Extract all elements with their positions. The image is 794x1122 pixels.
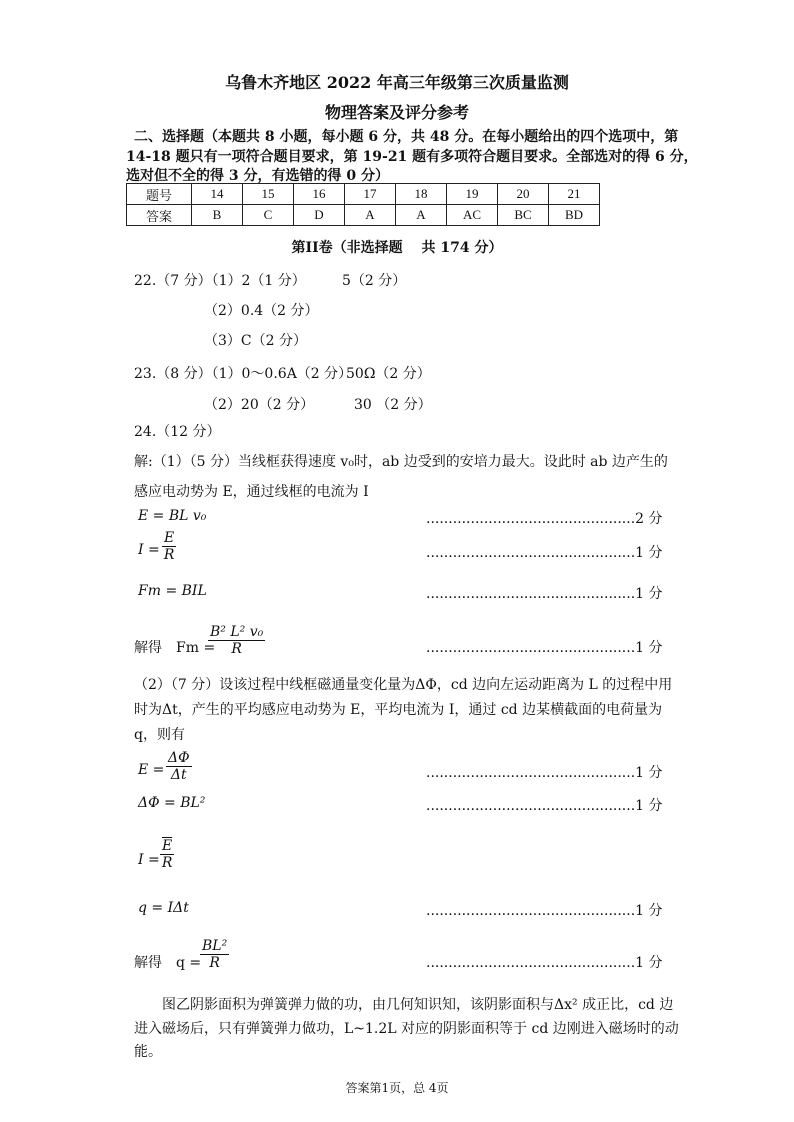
- page-title: 乌鲁木齐地区 2022 年高三年级第三次质量监测: [225, 73, 569, 92]
- part2-title: 第II卷（非选择题 共 174 分）: [291, 240, 503, 256]
- fraction-numerator: ΔΦ: [168, 750, 190, 766]
- q24-para2: 感应电动势为 E，通过线框的电流为 I: [134, 484, 369, 500]
- fraction-avg-emf: [166, 750, 192, 783]
- q24-para7: 进入磁场后，只有弹簧弹力做功，L~1.2L 对应的阴影面积等于 cd 边刚进入磁场时的动: [134, 1021, 679, 1037]
- page-footer: 答案第1页，总 4页: [345, 1081, 449, 1095]
- equation-charge-result-lhs: 解得 q =: [134, 955, 202, 971]
- fraction-charge: [200, 938, 229, 971]
- q22-line1: 22.（7 分）（1）2（1 分）: [134, 273, 306, 289]
- equation-current-lhs: I =: [138, 542, 160, 558]
- score-dots: ...............................................1 分: [426, 586, 663, 602]
- fraction-numerator: BL²: [202, 938, 228, 954]
- page-subtitle: 物理答案及评分参考: [324, 103, 469, 122]
- q23-line1-b: 50Ω（2 分）: [346, 366, 431, 382]
- q24-para4: 时为Δt，产生的平均感应电动势为 E，平均电流为 I，通过 cd 边某横截面的电荷量为: [134, 702, 663, 718]
- section2-line1: 二、选择题（本题共 8 小题，每小题 6 分，共 48 分。在每小题给出的四个选项中，第: [134, 129, 679, 145]
- score-dots: ...............................................1 分: [426, 545, 663, 561]
- answer-table: [126, 183, 600, 226]
- table-header-cell: 答案: [127, 205, 192, 226]
- table-cell: A: [396, 205, 447, 226]
- score-dots: ...............................................1 分: [426, 955, 663, 971]
- table-cell: 18: [396, 184, 447, 205]
- score-dots: ...............................................1 分: [426, 765, 663, 781]
- equation-charge: q = IΔt: [138, 900, 189, 916]
- section2-line3: 选对但不全的得 3 分，有选错的得 0 分）: [126, 168, 389, 184]
- table-cell: BD: [549, 205, 600, 226]
- q24-para6: 图乙阴影面积为弹簧弹力做的功，由几何知识知，该阴影面积与Δx² 成正比，cd 边: [162, 997, 674, 1013]
- q23-line2-b: 30 （2 分）: [354, 397, 432, 413]
- equation-force-result-lhs: 解得 Fm =: [134, 640, 216, 656]
- table-cell: B: [192, 205, 243, 226]
- table-row-questions: [127, 184, 600, 205]
- fraction-denominator: R: [209, 955, 220, 971]
- table-cell: 14: [192, 184, 243, 205]
- q22-line2: （2）0.4（2 分）: [204, 303, 319, 319]
- equation-emf: E = BL v₀: [138, 508, 207, 524]
- table-cell: AC: [447, 205, 498, 226]
- fraction-denominator: R: [163, 547, 175, 563]
- section2-line2: 14-18 题只有一项符合题目要求，第 19-21 题有多项符合题目要求。全部选对的得 6 分，: [126, 149, 698, 165]
- q22-line3: （3）C（2 分）: [204, 333, 307, 349]
- q24-para5: q，则有: [134, 727, 185, 743]
- score-dots: ...............................................1 分: [426, 903, 663, 919]
- score-dots: ...............................................1 分: [426, 798, 663, 814]
- q22-line1-b: 5（2 分）: [342, 273, 407, 289]
- q24-title: 24.（12 分）: [134, 424, 221, 440]
- equation-flux: ΔΦ = BL²: [138, 795, 206, 811]
- fraction-current: [162, 530, 176, 563]
- equation-avg-current-lhs: I =: [138, 852, 160, 868]
- fraction-numerator: B² L² v₀: [210, 624, 264, 640]
- fraction-numerator: $\overline{E}$: [162, 838, 173, 854]
- table-cell: 15: [243, 184, 294, 205]
- score-dots: ...............................................1 分: [426, 640, 663, 656]
- table-cell: 21: [549, 184, 600, 205]
- q23-line2: （2）20（2 分）: [204, 397, 315, 413]
- fraction-denominator: R: [231, 641, 242, 657]
- table-cell: D: [294, 205, 345, 226]
- fraction-numerator: E: [164, 530, 175, 546]
- fraction-denominator: R: [161, 855, 173, 871]
- table-cell: 17: [345, 184, 396, 205]
- table-row-answers: [127, 205, 600, 226]
- q24-para1: 解:（1）（5 分）当线框获得速度 v₀时，ab 边受到的安培力最大。设此时 ab 边产生的: [134, 454, 668, 470]
- q23-line1: 23.（8 分）（1）0～0.6A（2 分）: [134, 366, 353, 382]
- fraction-denominator: Δt: [170, 767, 187, 783]
- table-header-cell: 题号: [127, 184, 192, 205]
- table-cell: 20: [498, 184, 549, 205]
- q24-para8: 能。: [134, 1044, 162, 1060]
- table-cell: A: [345, 205, 396, 226]
- table-cell: BC: [498, 205, 549, 226]
- equation-force: Fm = BIL: [138, 583, 207, 599]
- table-cell: C: [243, 205, 294, 226]
- q24-para3: （2）（7 分）设该过程中线框磁通量变化量为ΔΦ，cd 边向左运动距离为 L 的过程中用: [134, 677, 673, 693]
- table-cell: 16: [294, 184, 345, 205]
- fraction-avg-current: [160, 838, 174, 871]
- equation-avg-emf-lhs: E =: [138, 762, 165, 778]
- fraction-force: [208, 624, 265, 657]
- table-cell: 19: [447, 184, 498, 205]
- score-dots: ...............................................2 分: [426, 511, 663, 527]
